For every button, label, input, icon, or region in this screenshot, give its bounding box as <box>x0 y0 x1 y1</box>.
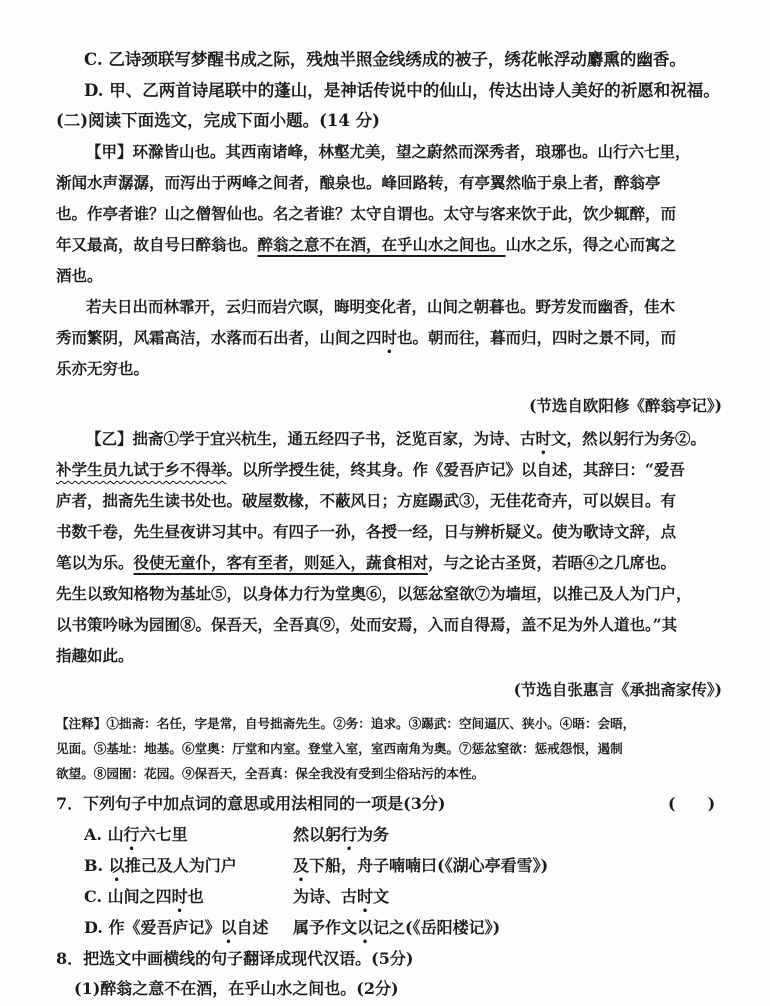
q7-option-d-right: 属予作文以记之(《岳阳楼记》) <box>293 918 501 937</box>
jia-underlined-sentence: 醉翁之意不在酒，在乎山水之间也。 <box>257 235 506 254</box>
yi-line-7: 以书策吟咏为园囿⑧。保吾天，全吾真⑨，处而安焉，入而自得焉，盖不足为外人道也。”其 <box>56 615 678 634</box>
yi-line-3: 庐者，拙斋先生读书处也。破屋数椽，不蔽风日；方庭踢武③，无佳花奇卉，可以娱目。有 <box>56 491 677 510</box>
q7-c-right-dotted: 时 <box>357 887 374 906</box>
q7-option-c[interactable]: C. 山间之四时也 <box>84 887 204 906</box>
yi-line-5-a: 笔以为乐。 <box>56 553 134 572</box>
q7-option-d[interactable]: D. 作《爱吾庐记》以自述 <box>84 918 269 937</box>
q7-option-c-right: 为诗、古时文 <box>293 887 390 906</box>
yi-line-8: 指趣如此。 <box>56 646 134 665</box>
jia-line-2: 渐闻水声潺潺，而泻出于两峰之间者，酿泉也。峰回路转，有亭翼然临于泉上者，醉翁亭 <box>56 173 661 192</box>
q7-option-a[interactable]: A. 山行六七里 <box>84 825 188 844</box>
yi-source: (节选自张惠言《承拙斋家传》) <box>513 680 722 699</box>
yi-underlined-sentence: 役使无童仆，客有至者，则延入，蔬食相对 <box>133 553 429 572</box>
q7-c-left-dotted: 时 <box>171 887 188 906</box>
jia-line-5: 酒也。 <box>56 266 103 285</box>
jia-line-6: 若夫日出而林霏开，云归而岩穴暝，晦明变化者，山间之朝暮也。野芳发而幽香，佳木 <box>86 297 676 316</box>
jia-line-4-a: 年又最高，故自号曰醉翁也。 <box>56 235 258 254</box>
q7-d-left-dotted: 以 <box>220 918 237 937</box>
jia-line-7 <box>56 326 676 348</box>
jia-source: (节选自欧阳修《醉翁亭记》) <box>529 396 722 415</box>
q7-answer-paren[interactable]: ( ) <box>668 794 716 813</box>
jia-line-7-a: 秀而繁阴，风霜高洁，水落而石出者，山间之四 <box>56 328 382 347</box>
q7-stem: 7．下列句子中加点词的意思或用法相同的一项是(3分) <box>56 794 446 813</box>
yi-line-1-b: 文，然以躬行为务②。 <box>551 429 707 448</box>
jia-line-4 <box>56 233 676 255</box>
q7-option-b[interactable]: B. 以推己及人为门户 <box>84 856 237 875</box>
yi-dotted-char: 时 <box>535 429 552 448</box>
prev-option-d: D. 甲、乙两首诗尾联中的蓬山，是神话传说中的仙山，传达出诗人美好的祈愿和祝福。 <box>84 81 720 100</box>
notes-line-1: 【注释】①拙斋：名任，字是常，自号拙斋先生。②务：追求。③踢武：空间逼仄、狭小。④晤：会晤， <box>56 716 636 731</box>
q7-a-right-dotted: 行 <box>341 825 358 844</box>
yi-line-4: 书数千卷，先生昼夜讲习其中。有四子一孙，各授一经，日与辨析疑义。使为歌诗文辞，点 <box>56 522 677 541</box>
q7-option-a-label: A. <box>84 825 102 844</box>
yi-wavy-sentence: 补学生员九试于乡不得举 <box>56 460 227 479</box>
q7-a-left-dotted: 行 <box>123 825 140 844</box>
notes-line-3: 欲望。⑧园囿：花园。⑨保吾天，全吾真：保全我没有受到尘俗玷污的本性。 <box>56 766 485 781</box>
jia-line-1: 【甲】环滁皆山也。其西南诸峰，林壑尤美，望之蔚然而深秀者，琅琊也。山行六七里， <box>86 142 691 161</box>
q7-option-a-right: 然以躬行为务 <box>293 825 390 844</box>
section-heading: (二)阅读下面选文，完成下面小题。(14 分) <box>56 111 380 130</box>
q7-option-b-right: 及下船，舟子喃喃曰(《湖心亭看雪》) <box>293 856 549 875</box>
q7-option-d-label: D. <box>84 918 103 937</box>
q8-stem: 8．把选文中画横线的句子翻译成现代汉语。(5分) <box>56 949 414 968</box>
q7-option-b-label: B. <box>84 856 104 875</box>
jia-dotted-char: 时 <box>381 328 398 347</box>
yi-line-1 <box>86 427 706 449</box>
yi-line-2-b: 。以所学授生徒，终其身。作《爱吾庐记》以自述，其辞曰：“爱吾 <box>226 460 685 479</box>
yi-line-6: 先生以致知格物为基址⑤，以身体力行为堂奥⑥，以惩忿窒欲⑦为墙垣，以推己及人为门户， <box>56 584 692 603</box>
prev-option-c: C. 乙诗颈联写梦醒书成之际，残烛半照金线绣成的被子，绣花帐浮动麝熏的幽香。 <box>84 50 686 69</box>
notes-line-2: 见面。⑤基址：地基。⑥堂奥：厅堂和内室。登堂入室，室西南角为奥。⑦惩忿窒欲：惩戒怨恨，遏制 <box>56 741 623 756</box>
jia-line-4-b: 山水之乐，得之心而寓之 <box>505 235 677 254</box>
yi-line-5 <box>56 551 676 573</box>
yi-line-1-a: 【乙】拙斋①学于宜兴杭生，通五经四子书，泛览百家，为诗、古 <box>86 429 536 448</box>
q7-d-right-dotted: 以 <box>357 918 374 937</box>
q8-sub-1: (1)醉翁之意不在酒，在乎山水之间也。(2分) <box>74 979 399 998</box>
q7-option-c-label: C. <box>84 887 103 906</box>
yi-line-2 <box>56 458 685 480</box>
jia-line-7-b: 也。朝而往，暮而归，四时之景不同，而 <box>397 328 677 347</box>
yi-line-5-b: ，与之论古圣贤，若晤④之几席也。 <box>428 553 677 572</box>
jia-line-8: 乐亦无穷也。 <box>56 359 150 378</box>
q7-b-left-dotted: 以 <box>108 856 125 875</box>
jia-line-3: 也。作亭者谁？山之僧智仙也。名之者谁？太守自谓也。太守与客来饮于此，饮少辄醉，而 <box>56 204 677 223</box>
